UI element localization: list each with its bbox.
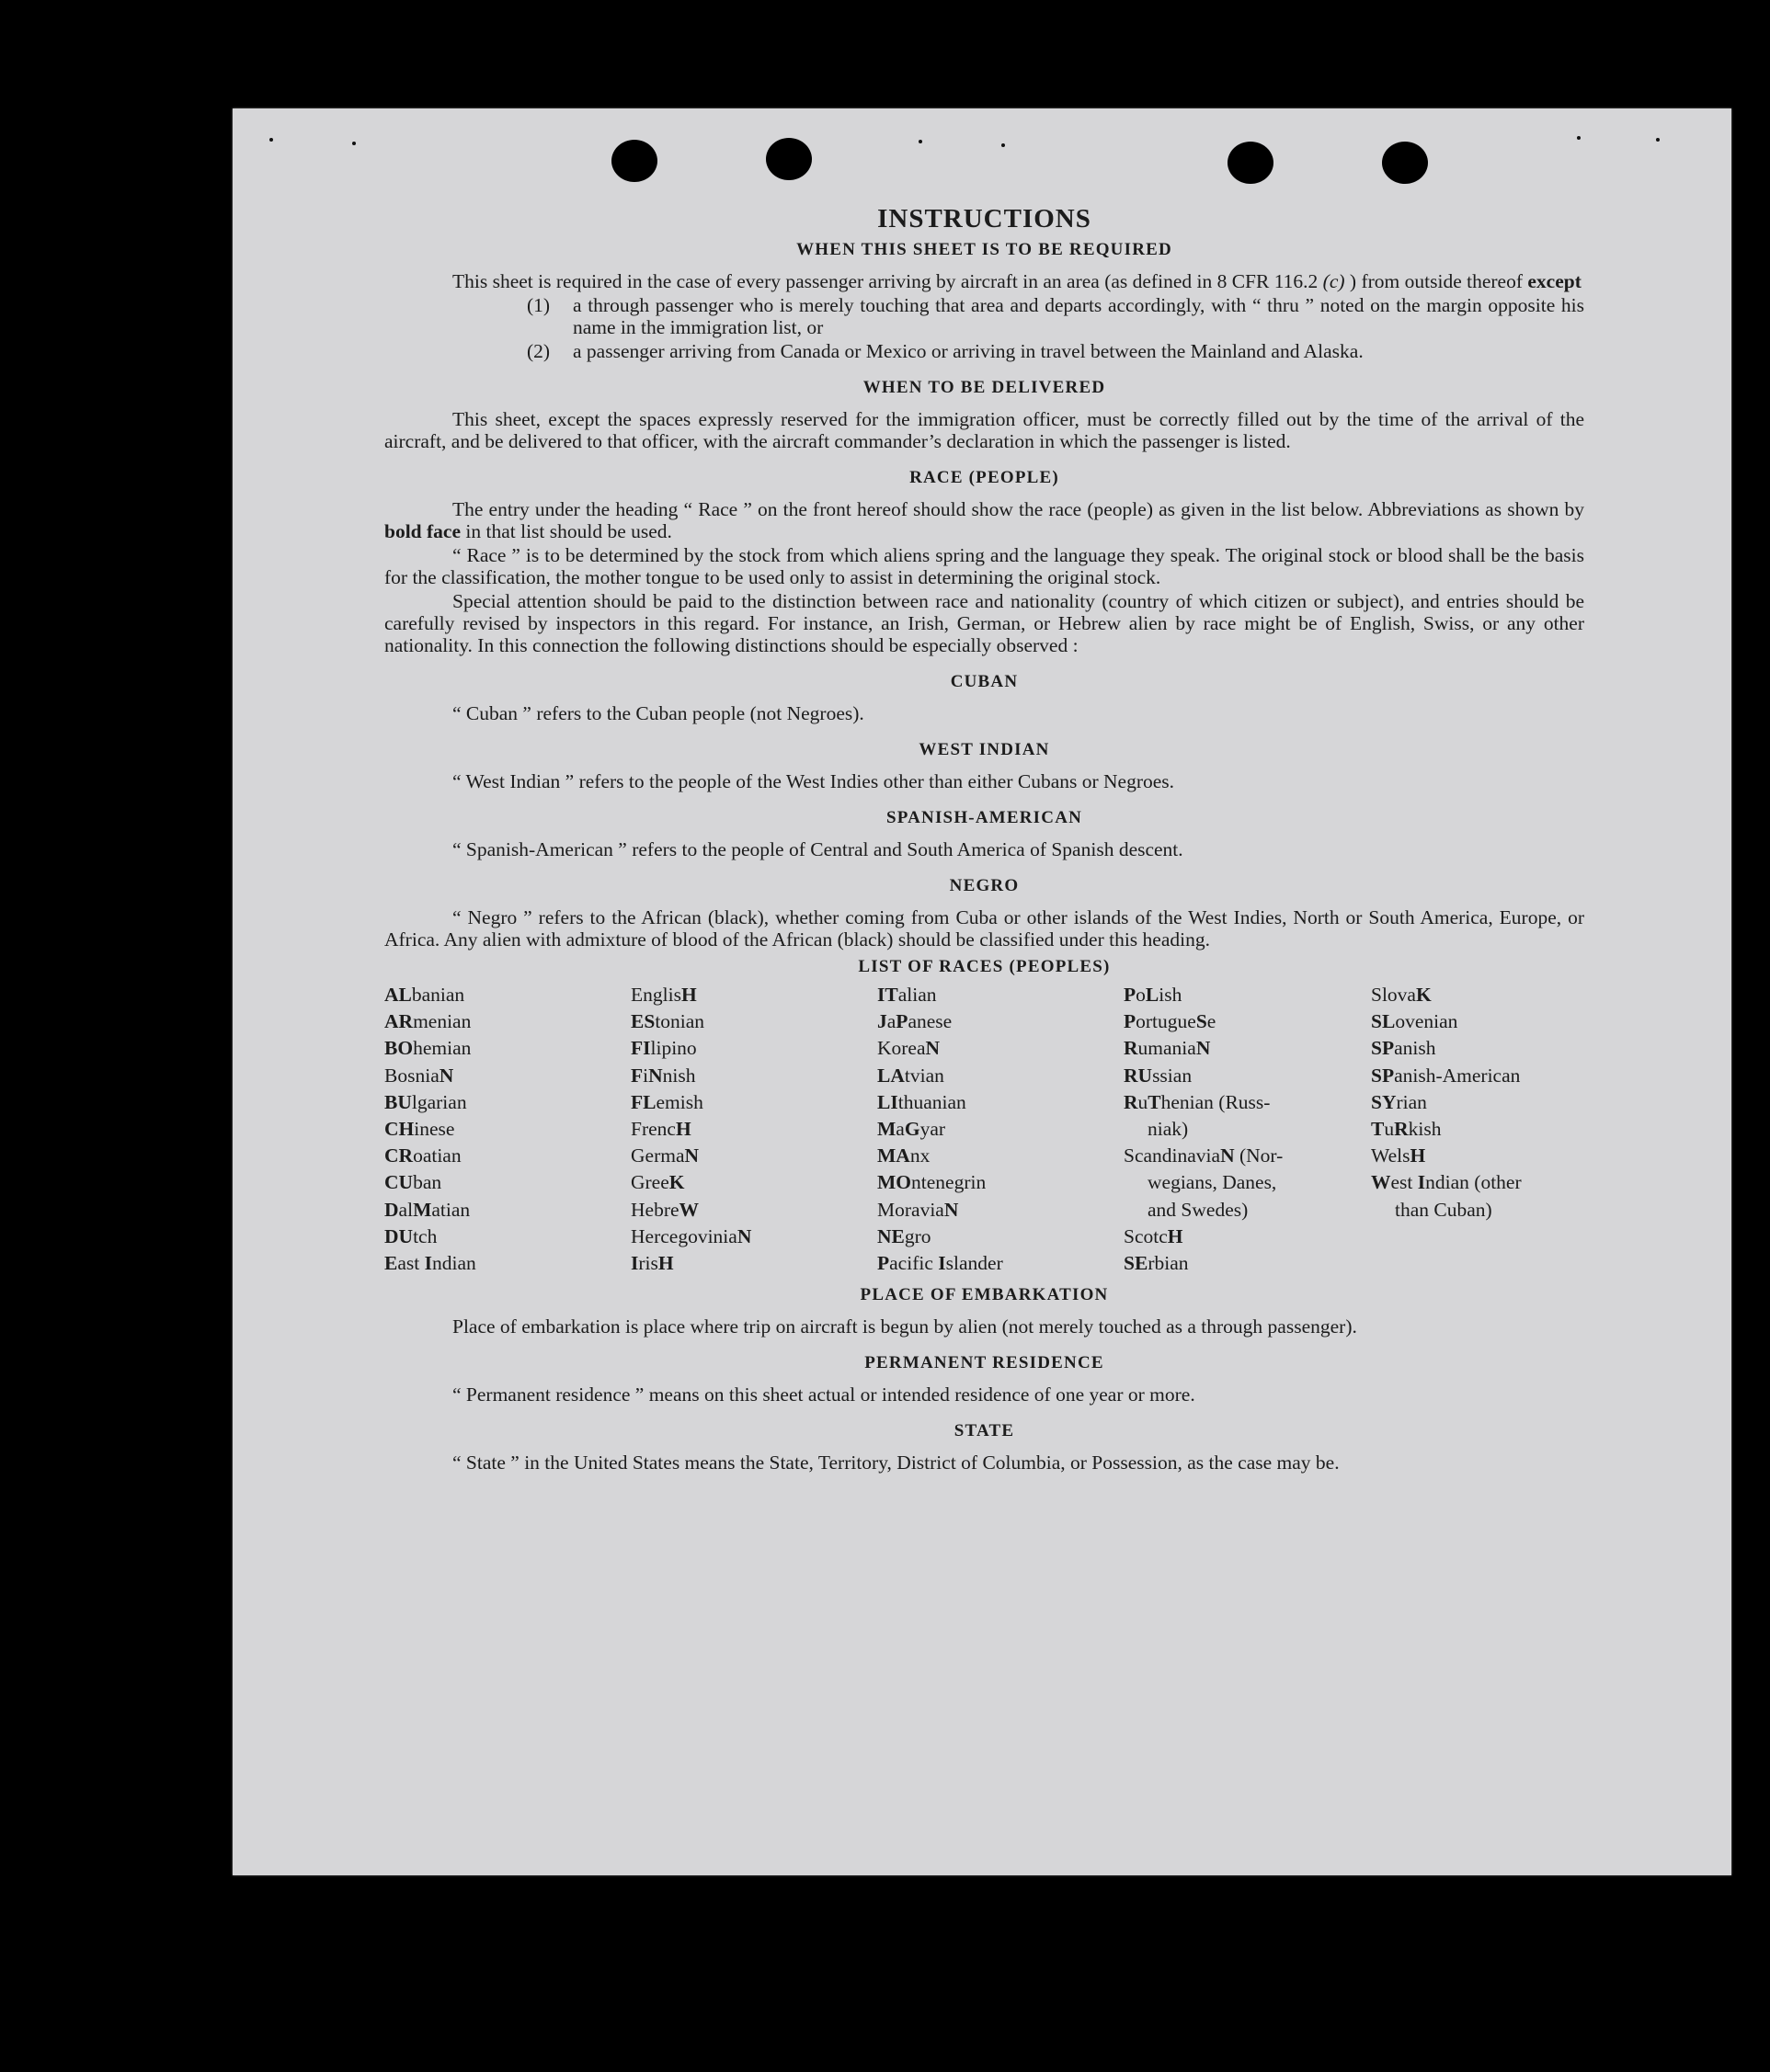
- race-abbrev: S: [1195, 1010, 1207, 1033]
- race-entry: [1371, 1169, 1584, 1196]
- race-entry: [631, 1197, 877, 1224]
- race-text: Wels: [1371, 1144, 1410, 1167]
- punch-hole: [1228, 142, 1273, 184]
- race-text: ortugue: [1136, 1010, 1196, 1033]
- race-text: and Swedes): [1148, 1198, 1249, 1221]
- races-column: [631, 982, 877, 1277]
- race-text: est: [1390, 1171, 1418, 1194]
- race-entry: [877, 1169, 1124, 1196]
- race-text: lgarian: [411, 1090, 467, 1113]
- race-entry: [631, 1008, 877, 1035]
- race-entry: [1124, 1089, 1371, 1116]
- race-text: nx: [909, 1144, 931, 1167]
- paragraph-residence: “ Permanent residence ” means on this sheet actual or intended residence of one year or more.: [452, 1383, 1195, 1406]
- race-entry: [631, 1250, 877, 1277]
- race-text: Gree: [631, 1171, 669, 1194]
- race-text: yar: [919, 1118, 946, 1141]
- race-text: i: [643, 1064, 649, 1087]
- race-entry: [384, 982, 631, 1008]
- race-text: Korea: [877, 1037, 926, 1060]
- race-abbrev: BO: [384, 1037, 414, 1060]
- race-text: anish-American: [1394, 1064, 1521, 1087]
- race-abbrev: SY: [1371, 1090, 1397, 1113]
- race-text: emish: [656, 1090, 703, 1113]
- race-abbrev: N: [648, 1064, 663, 1087]
- race-abbrev: N: [1220, 1144, 1235, 1167]
- race-entry: [1124, 1197, 1371, 1224]
- race-text: Moravia: [877, 1198, 944, 1221]
- race-entry: [1124, 1063, 1371, 1089]
- race-text: niak): [1148, 1118, 1189, 1141]
- race-text: ssian: [1152, 1064, 1193, 1087]
- race-abbrev: N: [684, 1144, 700, 1167]
- race-text: slander: [945, 1252, 1003, 1275]
- race-text: Hebre: [631, 1198, 679, 1221]
- race-text: hemian: [413, 1037, 472, 1060]
- heading-spanish-american: SPANISH-AMERICAN: [885, 808, 1083, 827]
- race-entry: [877, 1008, 1124, 1035]
- race-text: ris: [638, 1252, 658, 1275]
- race-entry: [1124, 1250, 1371, 1277]
- race-abbrev: I: [938, 1252, 946, 1275]
- race-text: menian: [413, 1010, 472, 1033]
- race-text: inese: [414, 1118, 455, 1141]
- race-abbrev: NE: [877, 1224, 905, 1247]
- race-entry: [384, 1250, 631, 1277]
- race-abbrev: M: [413, 1198, 432, 1221]
- race-text: tch: [413, 1224, 438, 1247]
- race-abbrev: SE: [1124, 1252, 1148, 1275]
- race-text: ish: [1159, 984, 1182, 1006]
- race-text: ndian: [431, 1252, 476, 1275]
- paragraph-cuban: “ Cuban ” refers to the Cuban people (not Negroes).: [452, 702, 864, 724]
- race-text: Bos: [384, 1064, 416, 1087]
- race-abbrev: M: [877, 1118, 896, 1141]
- speck: [1656, 138, 1660, 142]
- race-entry: [1371, 1089, 1584, 1116]
- race-abbrev: K: [1415, 984, 1432, 1006]
- race-entry: [1371, 1008, 1584, 1035]
- race-entry: [1371, 1035, 1584, 1062]
- race-text: ovenian: [1395, 1010, 1458, 1033]
- race-entry: [877, 1116, 1124, 1143]
- page-title: INSTRUCTIONS: [877, 204, 1091, 233]
- race-entry: [877, 1089, 1124, 1116]
- race-text: u: [1137, 1090, 1148, 1113]
- race-text: oatian: [413, 1144, 462, 1167]
- race-abbrev: P: [896, 1010, 908, 1033]
- speck: [919, 140, 922, 143]
- paragraph-west-indian: “ West Indian ” refers to the people of the West Indies other than either Cubans or Negroes.: [452, 770, 1175, 792]
- races-column: [1371, 982, 1584, 1277]
- race-text: than Cuban): [1395, 1198, 1492, 1221]
- race-text: Hercegovinia: [631, 1224, 737, 1247]
- paragraph-negro: “ Negro ” refers to the African (black), whether coming from Cuba or other islands of the West Indies, North or South America, Europe, or Africa. Any alien with admixture of blood of the African (black) should be classified under this heading.: [384, 906, 1584, 951]
- race-entry: [384, 1116, 631, 1143]
- race-text: thuanian: [897, 1090, 966, 1113]
- race-abbrev: R: [1124, 1090, 1138, 1113]
- paragraph-state: “ State ” in the United States means the State, Territory, District of Columbia, or Possession, as the case may be.: [452, 1452, 1340, 1474]
- race-entry: [631, 982, 877, 1008]
- heading-race: RACE (PEOPLE): [909, 468, 1059, 487]
- race-entry: [631, 1035, 877, 1062]
- paragraph-when-required: This sheet is required in the case of every passenger arriving by aircraft in an area (as defined in 8 CFR 116.2 (c) ) from outside thereof except: [452, 270, 1582, 292]
- race-text: tonian: [655, 1010, 705, 1033]
- race-abbrev: R: [1124, 1037, 1138, 1060]
- race-entry: [384, 1169, 631, 1196]
- race-abbrev: I: [631, 1252, 639, 1275]
- race-entry: [1124, 1169, 1371, 1196]
- race-text: rian: [1396, 1090, 1427, 1113]
- race-text: alian: [897, 984, 937, 1006]
- race-abbrev: MO: [877, 1171, 912, 1194]
- race-entry: [1371, 1063, 1584, 1089]
- races-column: [384, 982, 631, 1277]
- race-abbrev: D: [384, 1198, 399, 1221]
- race-abbrev: CU: [384, 1171, 414, 1194]
- race-abbrev: J: [877, 1010, 887, 1033]
- race-abbrev: AR: [384, 1010, 414, 1033]
- race-entry: [384, 1197, 631, 1224]
- race-abbrev: SP: [1371, 1064, 1395, 1087]
- race-abbrev: LI: [877, 1090, 898, 1113]
- race-entry: [877, 1250, 1124, 1277]
- race-abbrev: RU: [1124, 1064, 1153, 1087]
- race-entry: [1124, 1035, 1371, 1062]
- race-abbrev: N: [925, 1037, 941, 1060]
- race-abbrev: N: [439, 1064, 454, 1087]
- race-abbrev: H: [657, 1252, 674, 1275]
- race-text: tvian: [904, 1064, 944, 1087]
- race-entry: [384, 1089, 631, 1116]
- race-text: kish: [1408, 1118, 1442, 1141]
- race-abbrev: T: [1371, 1118, 1385, 1141]
- race-entry: [1371, 1116, 1584, 1143]
- race-text: ast: [397, 1252, 425, 1275]
- race-abbrev: P: [1124, 984, 1136, 1006]
- race-entry: [877, 1224, 1124, 1250]
- race-text: ntenegrin: [911, 1171, 987, 1194]
- race-text: lipino: [650, 1037, 697, 1060]
- paragraph-race-3: Special attention should be paid to the distinction between race and nationality (country of which citizen or subject), and entries should be carefully revised by inspectors in this regard. For instance, an Irish, German, or Hebrew alien by race might be of English, Swiss, or any other nationality. In this connection the following distinctions should be especially observed :: [384, 590, 1584, 656]
- paragraph-embarkation: Place of embarkation is place where trip on aircraft is begun by alien (not merely touched as a through passenger).: [452, 1315, 1357, 1338]
- race-abbrev: H: [1167, 1224, 1183, 1247]
- race-abbrev: N: [943, 1198, 959, 1221]
- races-column: [1124, 982, 1371, 1277]
- list-item: [527, 340, 1584, 362]
- race-abbrev: N: [1195, 1037, 1211, 1060]
- race-abbrev: R: [1394, 1118, 1409, 1141]
- speck: [352, 142, 356, 145]
- race-text: o: [1136, 984, 1146, 1006]
- race-abbrev: CH: [384, 1118, 415, 1141]
- item-text: a passenger arriving from Canada or Mexico or arriving in travel between the Mainland and Alaska.: [573, 340, 1364, 362]
- race-abbrev: H: [1410, 1144, 1426, 1167]
- race-entry: [384, 1224, 631, 1250]
- race-text: a: [896, 1118, 905, 1141]
- race-text: Slova: [1371, 984, 1416, 1006]
- race-entry: [384, 1008, 631, 1035]
- item-number: (1): [527, 294, 551, 316]
- race-text: henian (Russ-: [1160, 1090, 1271, 1113]
- speck: [1001, 143, 1005, 147]
- race-abbrev: I: [1417, 1171, 1426, 1194]
- speck: [269, 138, 273, 142]
- race-abbrev: I: [424, 1252, 432, 1275]
- race-text: Scotc: [1124, 1224, 1168, 1247]
- race-abbrev: H: [680, 984, 697, 1006]
- instructions-content: [384, 204, 1584, 1475]
- race-text: u: [1384, 1118, 1395, 1141]
- punch-hole: [766, 138, 812, 180]
- race-abbrev: K: [668, 1171, 685, 1194]
- race-abbrev: FL: [631, 1090, 657, 1113]
- race-abbrev: ES: [631, 1010, 656, 1033]
- race-abbrev: L: [1145, 984, 1159, 1006]
- race-abbrev: BU: [384, 1090, 412, 1113]
- race-entry: [877, 1063, 1124, 1089]
- race-text: anish: [1394, 1037, 1436, 1060]
- paragraph-spanish-american: “ Spanish-American ” refers to the people of Central and South America of Spanish descent.: [452, 838, 1183, 860]
- race-text: ndian (other: [1425, 1171, 1522, 1194]
- race-abbrev: P: [1124, 1010, 1136, 1033]
- race-text: acific: [889, 1252, 939, 1275]
- race-abbrev: F: [631, 1064, 644, 1087]
- race-entry: [877, 1143, 1124, 1169]
- race-text: a: [886, 1010, 896, 1033]
- paragraph-when-delivered: This sheet, except the spaces expressly reserved for the immigration officer, must be correctly filled out by the time of the arrival of the aircraft, and be delivered to that officer, with the aircraft commander’s declaration in which the passenger is listed.: [384, 408, 1584, 452]
- race-abbrev: N: [737, 1224, 752, 1247]
- race-entry: [1371, 982, 1584, 1008]
- race-text: Frenc: [631, 1118, 676, 1141]
- race-entry: [631, 1063, 877, 1089]
- race-abbrev: MA: [877, 1144, 910, 1167]
- heading-state: STATE: [954, 1421, 1015, 1441]
- race-text: banian: [411, 984, 465, 1006]
- race-abbrev: FI: [631, 1037, 651, 1060]
- race-entry: [631, 1169, 877, 1196]
- race-text: nia: [415, 1064, 440, 1087]
- list-item: [527, 294, 1584, 338]
- race-abbrev: LA: [877, 1064, 905, 1087]
- race-entry: [1371, 1143, 1584, 1169]
- item-number: (2): [527, 340, 551, 362]
- race-entry: [384, 1143, 631, 1169]
- heading-when-delivered: WHEN TO BE DELIVERED: [862, 378, 1106, 397]
- race-text: Englis: [631, 984, 681, 1006]
- race-text: umania: [1137, 1037, 1196, 1060]
- race-text: ban: [413, 1171, 442, 1194]
- race-entry: [1371, 1197, 1584, 1224]
- race-abbrev: P: [877, 1252, 890, 1275]
- races-column: [877, 982, 1124, 1277]
- race-entry: [631, 1143, 877, 1169]
- heading-embarkation: PLACE OF EMBARKATION: [860, 1285, 1109, 1305]
- heading-when-required: WHEN THIS SHEET IS TO BE REQUIRED: [796, 240, 1172, 259]
- paragraph-race-1: The entry under the heading “ Race ” on the front hereof should show the race (people) as given in the list below. Abbreviations as shown by bold face in that list should be used.: [384, 498, 1584, 542]
- speck: [1577, 136, 1581, 140]
- race-entry: [1124, 1008, 1371, 1035]
- race-text: Scandinavia: [1124, 1144, 1221, 1167]
- race-text: gro: [904, 1224, 931, 1247]
- race-entry: [1124, 1224, 1371, 1250]
- race-abbrev: AL: [384, 984, 412, 1006]
- race-text: Germa: [631, 1144, 685, 1167]
- item-text: a through passenger who is merely touching that area and departs accordingly, with “ thru ” noted on the margin opposite his name in the immigration list, or: [573, 294, 1584, 338]
- race-entry: [877, 1197, 1124, 1224]
- race-abbrev: G: [904, 1118, 920, 1141]
- race-entry: [1124, 1116, 1371, 1143]
- race-entry: [877, 1035, 1124, 1062]
- race-entry: [384, 1035, 631, 1062]
- race-text: e: [1206, 1010, 1216, 1033]
- heading-list-of-races: LIST OF RACES (PEOPLES): [858, 957, 1111, 976]
- race-abbrev: DU: [384, 1224, 414, 1247]
- race-abbrev: CR: [384, 1144, 414, 1167]
- heading-residence: PERMANENT RESIDENCE: [864, 1353, 1104, 1373]
- race-text: nish: [662, 1064, 696, 1087]
- race-entry: [631, 1224, 877, 1250]
- race-abbrev: E: [384, 1252, 398, 1275]
- race-entry: [384, 1063, 631, 1089]
- heading-cuban: CUBAN: [950, 672, 1019, 691]
- punch-hole: [611, 140, 657, 182]
- race-text: rbian: [1148, 1252, 1189, 1275]
- punch-hole: [1382, 142, 1428, 184]
- paragraph-race-2: “ Race ” is to be determined by the stock from which aliens spring and the language they speak. The original stock or blood shall be the basis for the classification, the mother tongue to be used only to assist in determining the original stock.: [384, 544, 1584, 588]
- race-text: atian: [431, 1198, 471, 1221]
- race-entry: [1124, 1143, 1371, 1169]
- race-abbrev: SP: [1371, 1037, 1395, 1060]
- document-page: [233, 108, 1731, 1875]
- race-abbrev: SL: [1371, 1010, 1396, 1033]
- heading-west-indian: WEST INDIAN: [919, 740, 1050, 759]
- race-entry: [1124, 982, 1371, 1008]
- race-text: al: [398, 1198, 414, 1221]
- race-text: (Nor-: [1234, 1144, 1284, 1167]
- race-abbrev: W: [679, 1198, 700, 1221]
- race-text: wegians, Danes,: [1148, 1171, 1277, 1194]
- race-abbrev: W: [1371, 1171, 1391, 1194]
- race-entry: [631, 1116, 877, 1143]
- races-list: [384, 982, 1584, 1277]
- race-abbrev: IT: [877, 984, 898, 1006]
- race-entry: [877, 982, 1124, 1008]
- race-abbrev: H: [675, 1118, 691, 1141]
- race-abbrev: T: [1148, 1090, 1161, 1113]
- race-entry: [631, 1089, 877, 1116]
- heading-negro: NEGRO: [949, 876, 1020, 895]
- race-text: anese: [908, 1010, 953, 1033]
